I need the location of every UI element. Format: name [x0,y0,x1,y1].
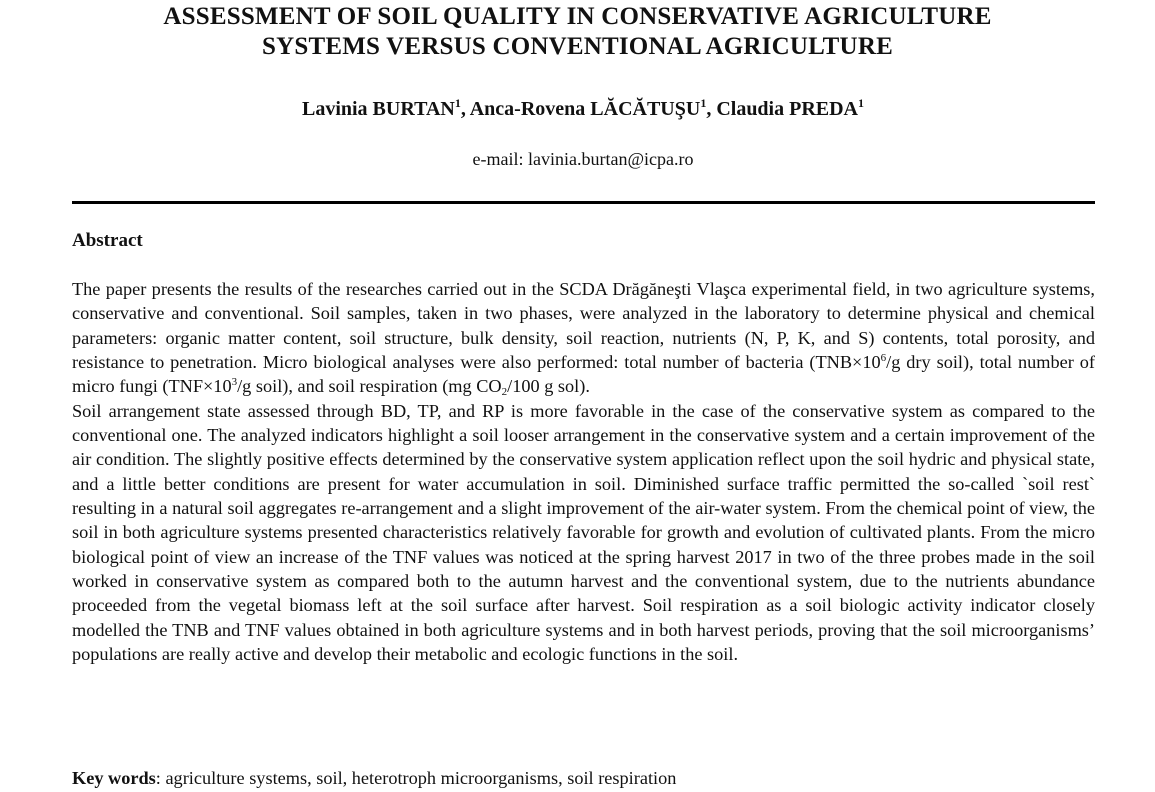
author-name: Claudia PREDA [716,98,859,120]
author-affiliation: 1 [858,96,865,110]
subscript: 2 [501,386,508,399]
paper-title-line-1: ASSESSMENT OF SOIL QUALITY IN CONSERVATIVE AGRICULTURE [163,3,992,30]
author-affiliation: 1 [700,96,707,110]
header-divider [72,201,1095,204]
keywords-text: : agriculture systems, soil, heterotroph microorganisms, soil respiration [155,768,677,788]
author-separator: , [706,98,717,120]
keywords-line [72,766,1095,790]
abstract-paragraph-2: Soil arrangement state assessed through BD, TP, and RP is more favorable in the case of the conservative system as compared to the conventional one. The analyzed indicators highlight a soil looser arrangement in the conservative system and a certain improvement of the air condition. The slightly positive effects determined by the conservative system application reflect upon the soil hydric and physical state, and a little better conditions are present for water accumulation in soil. Diminished surface traffic permitted the so-called `soil rest` resulting in a natural soil aggregates re-arrangement and a slight improvement of the air-water system. From the chemical point of view, the soil in both agriculture systems presented characteristics relatively favorable for growth and evolution of cultivated plants. From the micro biological point of view an increase of the TNF values was noticed at the spring harvest 2017 in two of the three probes made in the soil worked in conservative system as compared both to the autumn harvest and the conventional system, due to the nutrients abundance proceeded from the vegetal biomass left at the soil surface after harvest. Soil respiration as a soil biologic activity indicator closely modelled the TNB and TNF values obtained in both agriculture systems and in both harvest periods, proving that the soil microorganisms’ populations are really active and develop their metabolic and ecologic functions in the soil. [72,400,1095,665]
abstract-text: /100 g sol). [507,376,590,397]
author-name: Anca-Rovena LĂCĂTUŞU [469,98,701,120]
abstract-body [72,277,1095,667]
author-email: e-mail: lavinia.burtan@icpa.ro [472,149,694,169]
paper-title-line-2: SYSTEMS VERSUS CONVENTIONAL AGRICULTURE [262,33,893,60]
abstract-heading: Abstract [72,230,143,251]
superscript: 6 [880,352,887,365]
author-separator: , [460,98,470,120]
paper-title [0,2,1155,62]
abstract-text: /g soil), and soil respiration (mg CO [237,376,502,397]
author-affiliation: 1 [454,96,461,110]
superscript: 3 [231,376,238,389]
abstract-paragraph-1 [72,277,1095,399]
keywords-label: Key words [72,768,156,788]
abstract-text: /g dry soil), total number of micro fungi (TNF×10 [72,352,1095,397]
abstract-text: The paper presents the results of the researches carried out in the SCDA Drăgăneşti Vlaşca experimental field, in two agriculture systems, conservative and conventional. Soil samples, taken in two phases, were analyzed in the laboratory to determine physical and chemical parameters: organic matter content, soil structure, bulk density, soil reaction, nutrients (N, P, K, and S) contents, total porosity, and resistance to penetration. Micro biological analyses were also performed: total number of bacteria (TNB×10 [72,279,1095,373]
author-name: Lavinia BURTAN [301,98,455,120]
author-list [0,96,1155,122]
